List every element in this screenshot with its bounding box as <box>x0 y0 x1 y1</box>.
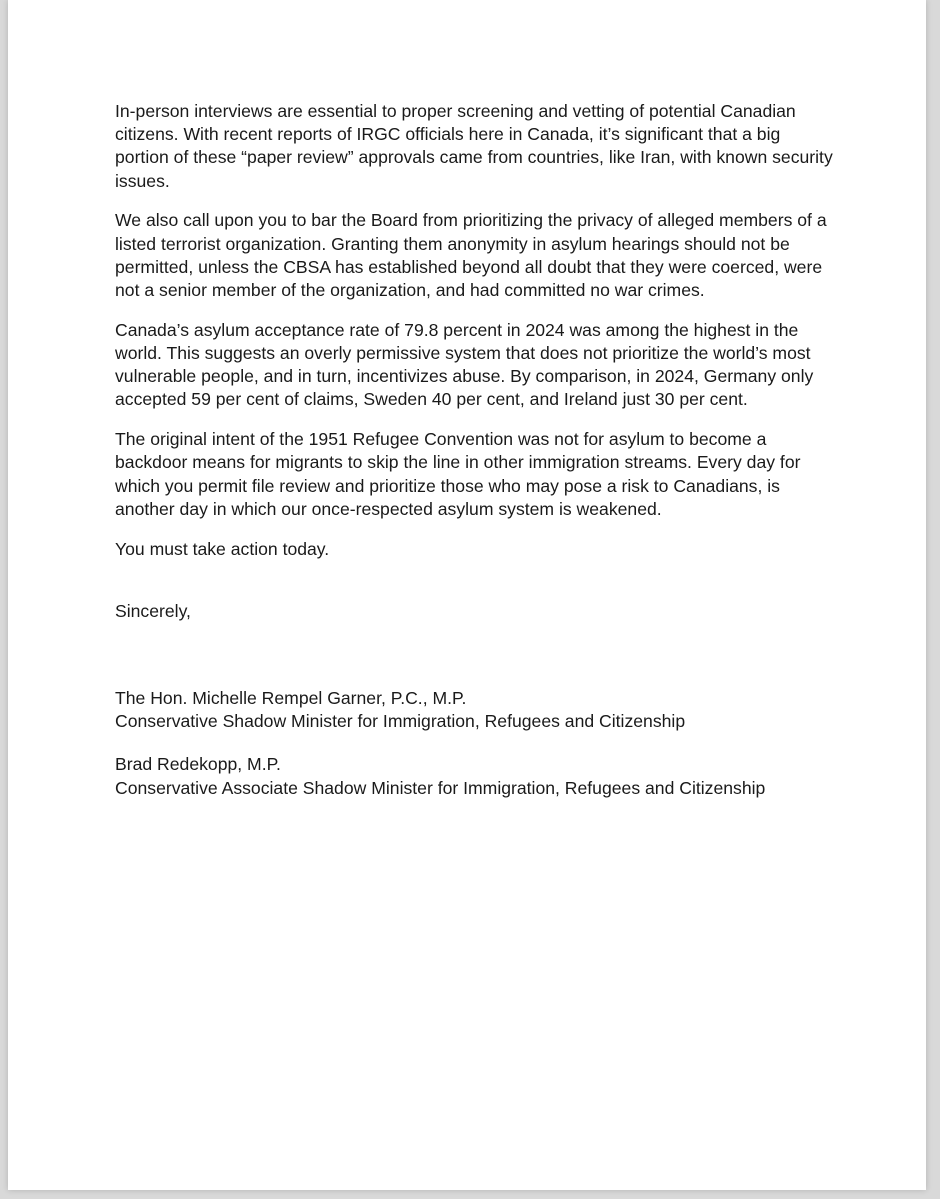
signature-block-1 <box>115 687 835 733</box>
signatory-title: Conservative Associate Shadow Minister for Immigration, Refugees and Citizenship <box>115 777 766 798</box>
document-page <box>8 0 926 1190</box>
paragraph-interviews: In-person interviews are essential to proper screening and vetting of potential Canadian citizens. With recent reports of IRGC officials here in Canada, it’s significant that a big portion of these “paper review” approvals came from countries, like Iran, with known security issues. <box>115 101 833 191</box>
call-to-action: You must take action today. <box>115 538 330 559</box>
paragraph-privacy: We also call upon you to bar the Board from prioritizing the privacy of alleged members of a listed terrorist organization. Granting them anonymity in asylum hearings should not be permitted, unless the CBSA has established beyond all doubt that they were coerced, were not a senior member of the organization, and had committed no war crimes. <box>115 210 827 301</box>
paragraph-acceptance-rate: Canada’s asylum acceptance rate of 79.8 percent in 2024 was among the highest in the world. This suggests an overly permissive system that does not prioritize the world’s most vulnerable people, and in turn, incentivizes abuse. By comparison, in 2024, Germany only accepted 59 per cent of claims, Sweden 40 per cent, and Ireland just 30 per cent. <box>115 319 814 410</box>
letter-body <box>115 100 835 820</box>
signatory-title: Conservative Shadow Minister for Immigration, Refugees and Citizenship <box>115 711 686 732</box>
signatory-name: Brad Redekopp, M.P. <box>115 754 281 775</box>
closing-salutation: Sincerely, <box>115 600 191 621</box>
paragraph-refugee-convention: The original intent of the 1951 Refugee Convention was not for asylum to become a backdoor means for migrants to skip the line in other immigration streams. Every day for which you permit file review and prioritize those who may pose a risk to Canadians, is another day in which our once-respected asylum system is weakened. <box>115 429 801 519</box>
signature-block-2 <box>115 753 835 799</box>
signatory-name: The Hon. Michelle Rempel Garner, P.C., M.P. <box>115 688 467 709</box>
